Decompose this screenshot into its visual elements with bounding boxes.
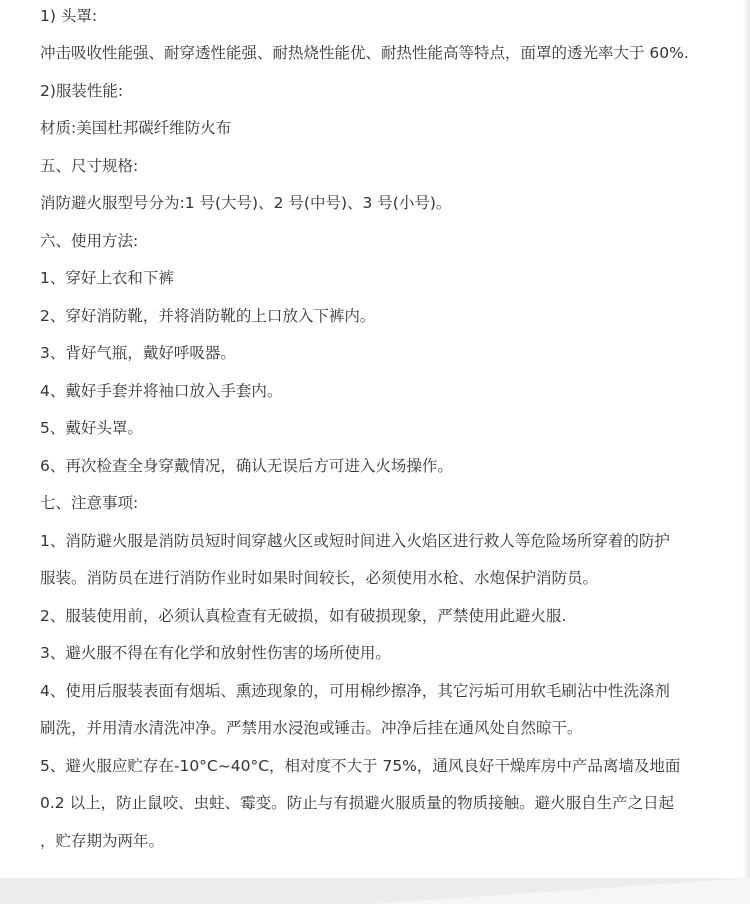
usage-step: 1、穿好上衣和下裤 (40, 269, 174, 287)
precaution-text: 2、服装使用前，必须认真检查有无破损，如有破损现象，严禁使用此避火服. (40, 607, 567, 625)
precaution-text: 1、消防避火服是消防员短时间穿越火区或短时间进入火焰区进行救人等危险场所穿着的防护 (40, 532, 670, 550)
precaution-text: 服装。消防员在进行消防作业时如果时间较长，必须使用水枪、水炮保护消防员。 (40, 569, 599, 587)
hood-description: 冲击吸收性能强、耐穿透性能强、耐热烧性能优、耐热性能高等特点，面罩的透光率大于 60%. (40, 44, 689, 62)
usage-step: 3、背好气瓶，戴好呼吸器。 (40, 344, 236, 362)
heading-hood: 1) 头罩: (40, 7, 98, 25)
usage-step: 2、穿好消防靴，并将消防靴的上口放入下裤内。 (40, 307, 376, 325)
usage-step: 5、戴好头罩。 (40, 419, 143, 437)
page-edge-shadow (742, 0, 750, 904)
precaution-text: 0.2 以上，防止鼠咬、虫蛀、霉变。防止与有损避火服质量的物质接触。避火服自生产之日起 (40, 794, 675, 812)
heading-usage: 六、使用方法: (40, 232, 139, 250)
precaution-text: 4、使用后服装表面有烟垢、熏迹现象的，可用棉纱擦净，其它污垢可用软毛刷沾中性洗涤剂 (40, 682, 670, 700)
precaution-text: 5、避火服应贮存在-10°C~40°C，相对度不大于 75%，通风良好干燥库房中产品离墙及地面 (40, 757, 681, 775)
precaution-text: 3、避火服不得在有化学和放射性伤害的场所使用。 (40, 644, 391, 662)
heading-size-spec: 五、尺寸规格: (40, 157, 139, 175)
page-corner-fold (370, 878, 750, 904)
material-line: 材质:美国杜邦碳纤维防火布 (40, 119, 232, 137)
usage-step: 6、再次检查全身穿戴情况，确认无误后方可进入火场操作。 (40, 457, 453, 475)
precaution-text: 刷洗，并用清水清洗冲净。严禁用水浸泡或锤击。冲净后挂在通风处自然晾干。 (40, 719, 583, 737)
heading-precautions: 七、注意事项: (40, 494, 139, 512)
size-spec-text: 消防避火服型号分为:1 号(大号)、2 号(中号)、3 号(小号)。 (40, 194, 452, 212)
usage-step: 4、戴好手套并将袖口放入手套内。 (40, 382, 283, 400)
precaution-text: ，贮存期为两年。 (40, 832, 165, 850)
heading-garment-performance: 2)服装性能: (40, 82, 124, 100)
